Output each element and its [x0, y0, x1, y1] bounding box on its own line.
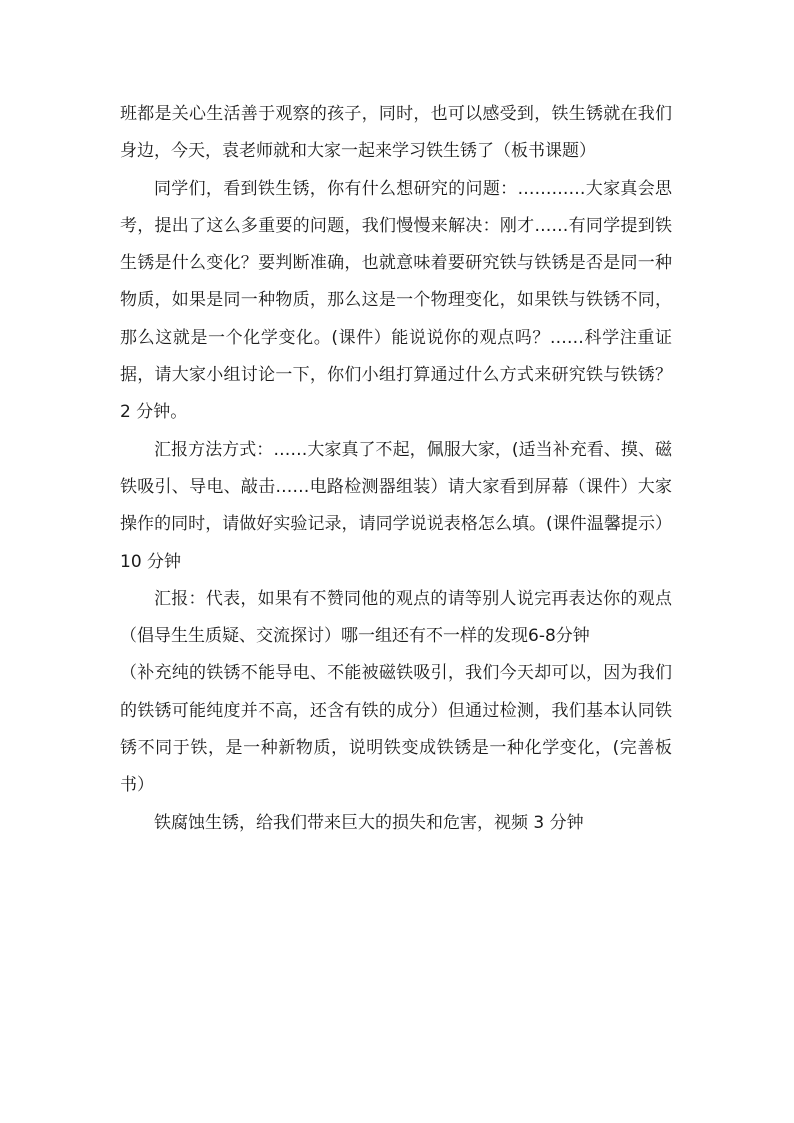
paragraph-research-questions: 同学们，看到铁生锈，你有什么想研究的问题：…………大家真会思考，提出了这么多重要的问题，我们慢慢来解决：刚才……有同学提到铁生锈是什么变化？要判断准确，也就意味着要研究铁与铁锈是否是同一种物质，如果是同一种物质，那么这是一个物理变化，如果铁与铁锈不同，那么这就是一个化学变化。(课件）能说说你的观点吗？……科学注重证据，请大家小组讨论一下，你们小组打算通过什么方式来研究铁与铁锈？2 分钟。 [120, 178, 672, 423]
paragraph-report-methods: 汇报方法方式：……大家真了不起，佩服大家，(适当补充看、摸、磁铁吸引、导电、敲击……电路检测器组装）请大家看到屏幕（课件）大家操作的同时，请做好实验记录，请同学说说表格怎么填。(课件温馨提示）10 分钟 [120, 439, 672, 572]
document-body [120, 96, 672, 842]
paragraph-supplement: （补充纯的铁锈不能导电、不能被磁铁吸引，我们今天却可以，因为我们的铁锈可能纯度并不高，还含有铁的成分）但通过检测，我们基本认同铁锈不同于铁，是一种新物质，说明铁变成铁锈是一种化学变化，(完善板书） [120, 663, 672, 796]
paragraph-corrosion-video: 铁腐蚀生锈，给我们带来巨大的损失和危害，视频 3 分钟 [154, 812, 584, 833]
paragraph-continuation: 班都是关心生活善于观察的孩子，同时，也可以感受到，铁生锈就在我们身边，今天，袁老师就和大家一起来学习铁生锈了（板书课题） [120, 104, 672, 162]
paragraph-report-discussion: 汇报：代表，如果有不赞同他的观点的请等别人说完再表达你的观点（倡导生生质疑、交流探讨）哪一组还有不一样的发现6-8分钟 [120, 588, 672, 647]
